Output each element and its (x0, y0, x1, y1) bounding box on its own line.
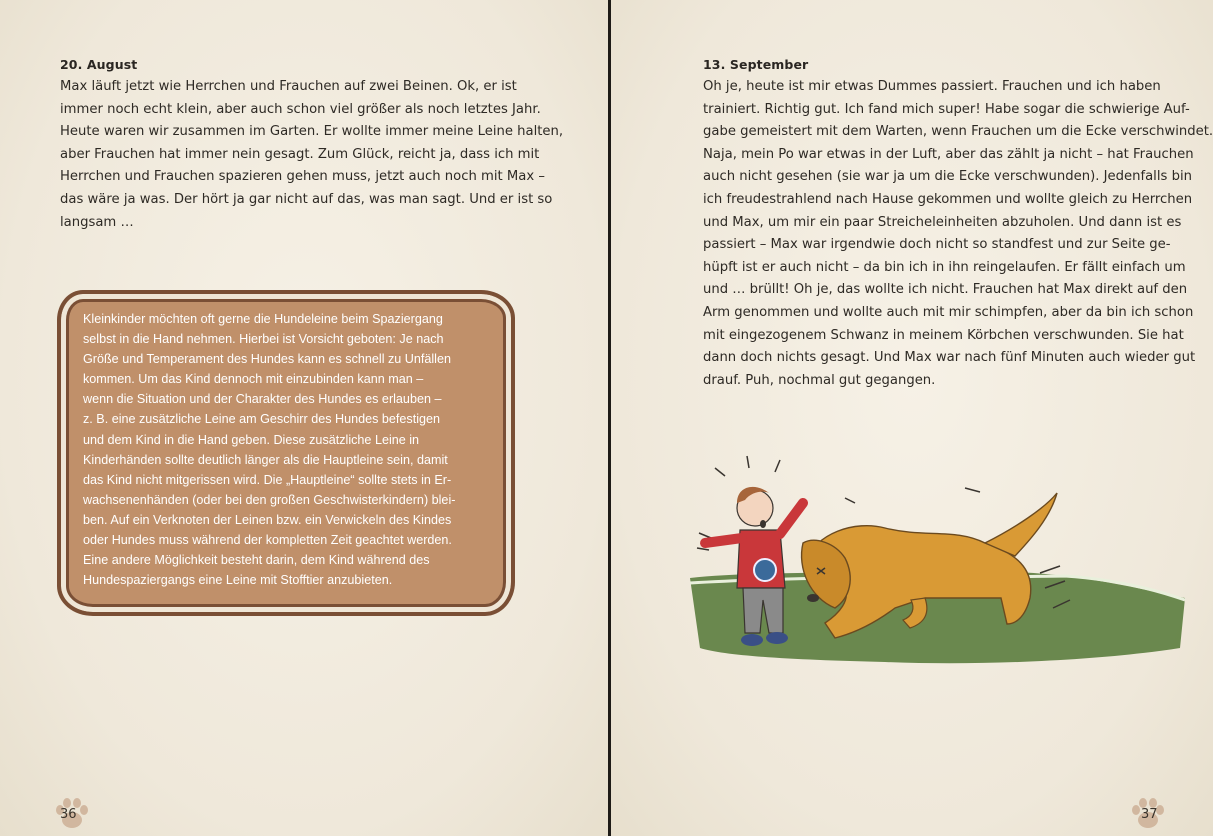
diary-line: mit eingezogenem Schwanz in meinem Körbchen verschwunden. Sie hat (703, 327, 1184, 343)
info-line: wachsenenhänden (oder bei den großen Geschwisterkindern) blei- (83, 492, 456, 507)
diary-line: immer noch echt klein, aber auch schon viel größer als noch letztes Jahr. (60, 101, 541, 117)
diary-line: auch nicht gesehen (sie war ja um die Ecke verschwunden). Jedenfalls bin (703, 169, 1192, 185)
info-line: und dem Kind in die Hand geben. Diese zusätzliche Leine in (83, 432, 420, 447)
diary-line: hüpft ist er auch nicht – da bin ich in ihn reingelaufen. Er fällt einfach um (703, 259, 1186, 275)
page-number-left (52, 796, 92, 832)
info-line: Hundespaziergangs eine Leine mit Stofftier anzubieten. (83, 573, 393, 588)
diary-line: Oh je, heute ist mir etwas Dummes passiert. Frauchen und ich haben (703, 79, 1161, 94)
diary-line: drauf. Puh, nochmal gut gegangen. (703, 372, 936, 388)
diary-line: trainiert. Richtig gut. Ich fand mich super! Habe sogar die schwierige Auf- (703, 101, 1190, 117)
diary-line: passiert – Max war irgendwie doch nicht so standfest und zur Seite ge- (703, 237, 1171, 253)
info-line: kommen. Um das Kind dennoch mit einzubinden kann man – (83, 372, 424, 387)
entry-date-left: 20. August (60, 57, 138, 72)
info-line: z. B. eine zusätzliche Leine am Geschirr des Hundes befestigen (83, 412, 441, 427)
diary-entry-right (703, 76, 1213, 392)
info-line: Kleinkinder möchten oft gerne die Hundeleine beim Spaziergang (83, 312, 443, 326)
info-line: Eine andere Möglichkeit besteht darin, dem Kind während des (83, 553, 430, 568)
diary-line: Max läuft jetzt wie Herrchen und Frauchen auf zwei Beinen. Ok, er ist (60, 79, 517, 94)
diary-line: gabe gemeistert mit dem Warten, wenn Frauchen um die Ecke verschwindet. (703, 124, 1213, 140)
dog-knocking-over-toddler-illustration (685, 448, 1190, 673)
info-line: selbst in die Hand nehmen. Hierbei ist Vorsicht geboten: Je nach (83, 332, 444, 347)
info-line: das Kind nicht mitgerissen wird. Die „Hauptleine“ sollte stets in Er- (83, 472, 452, 487)
info-line: ben. Auf ein Verknoten der Leinen bzw. ein Verwickeln des Kindes (83, 512, 452, 527)
entry-date-right: 13. September (703, 57, 809, 72)
diary-line: das wäre ja was. Der hört ja gar nicht auf das, was man sagt. Und er ist so (60, 191, 553, 207)
page-number-text: 36 (60, 807, 77, 822)
info-box-text (83, 309, 455, 590)
diary-line: und Max, um mir ein paar Streicheleinheiten abzuholen. Und dann ist es (703, 214, 1182, 230)
diary-line: ich freudestrahlend nach Hause gekommen und wollte gleich zu Herrchen (703, 191, 1193, 207)
diary-line: Heute waren wir zusammen im Garten. Er wollte immer meine Leine halten, (60, 124, 564, 140)
diary-line: Naja, mein Po war etwas in der Luft, aber das zählt ja nicht – hat Frauchen (703, 146, 1194, 162)
diary-line: dann doch nichts gesagt. Und Max war nach fünf Minuten auch wieder gut (703, 350, 1196, 366)
page-number-text: 37 (1141, 807, 1158, 822)
info-line: Größe und Temperament des Hundes kann es schnell zu Unfällen (83, 352, 451, 367)
diary-line: Arm genommen und wollte auch mit mir schimpfen, aber da bin ich schon (703, 304, 1194, 320)
info-line: wenn die Situation und der Charakter des Hundes es erlauben – (83, 392, 442, 407)
info-line: Kinderhänden sollte deutlich länger als die Hauptleine sein, damit (83, 452, 448, 467)
book-gutter (608, 0, 611, 836)
page-number-right (1128, 796, 1168, 832)
diary-entry-left (60, 76, 563, 234)
diary-line: und … brüllt! Oh je, das wollte ich nicht. Frauchen hat Max direkt auf den (703, 282, 1188, 298)
info-line: oder Hundes muss während der kompletten Zeit geachtet werden. (83, 533, 452, 548)
diary-line: aber Frauchen hat immer nein gesagt. Zum Glück, reicht ja, dass ich mit (60, 146, 540, 162)
diary-line: langsam … (60, 214, 134, 230)
diary-line: Herrchen und Frauchen spazieren gehen muss, jetzt auch noch mit Max – (60, 169, 545, 185)
